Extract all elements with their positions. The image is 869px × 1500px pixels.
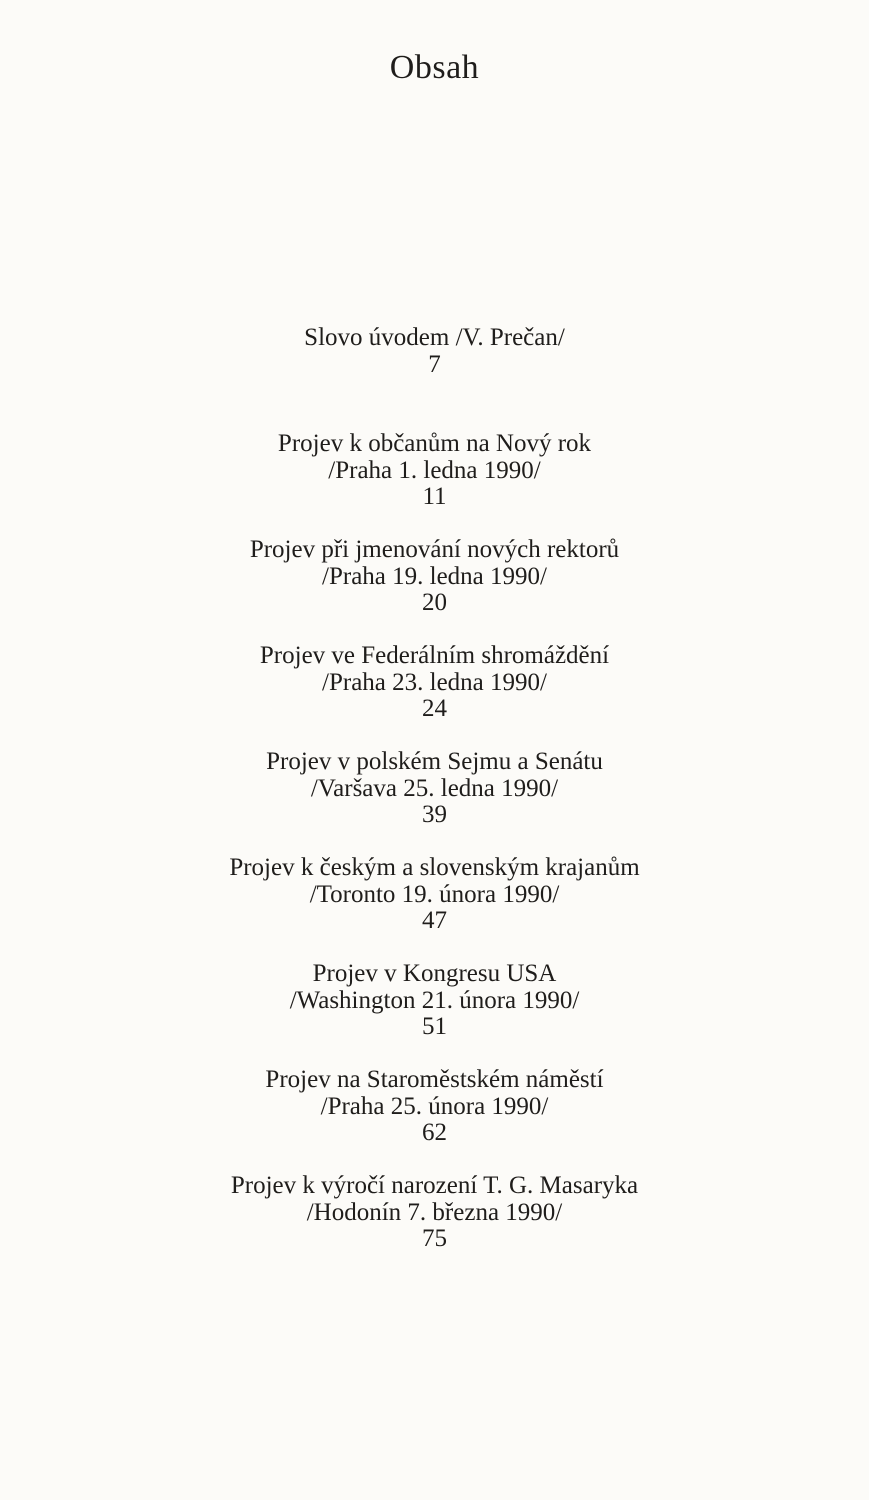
entry-subtitle: /Washington 21. února 1990/ — [289, 986, 580, 1014]
entry-subtitle: /Praha 1. ledna 1990/ — [328, 456, 541, 484]
entry-subtitle: /Toronto 19. února 1990/ — [309, 880, 560, 908]
entry-title: Slovo úvodem /V. Prečan/ — [304, 324, 565, 351]
toc-entry — [0, 749, 869, 855]
entry-title: Projev na Staroměstském náměstí — [265, 1066, 604, 1093]
toc-entry — [0, 325, 869, 431]
entry-page-number: 62 — [422, 1119, 447, 1146]
entry-title: Projev k českým a slovenským krajanům — [229, 854, 640, 881]
entry-page-number: 7 — [428, 350, 441, 378]
entry-subtitle: /Varšava 25. ledna 1990/ — [310, 774, 559, 802]
page-title: Obsah — [389, 49, 480, 86]
entry-title: Projev v Kongresu USA — [312, 960, 557, 987]
entry-title: Projev k výročí narození T. G. Masaryka — [230, 1172, 639, 1199]
toc-entry — [0, 643, 869, 749]
entry-title: Projev při jmenování nových rektorů — [249, 536, 620, 563]
entry-page-number: 11 — [422, 483, 447, 510]
entry-page-number: 39 — [422, 801, 447, 828]
entry-subtitle: /Hodonín 7. března 1990/ — [306, 1198, 563, 1226]
entry-subtitle: /Praha 19. ledna 1990/ — [322, 562, 547, 590]
entry-page-number: 47 — [422, 907, 447, 934]
entry-subtitle: /Praha 23. ledna 1990/ — [322, 668, 547, 696]
toc-entry — [0, 1067, 869, 1173]
entry-page-number: 24 — [422, 695, 447, 722]
entry-title: Projev ve Federálním shromáždění — [259, 642, 610, 669]
entry-page-number: 75 — [422, 1225, 447, 1252]
toc-entry — [0, 431, 869, 537]
toc-entry — [0, 537, 869, 643]
entry-title: Projev v polském Sejmu a Senátu — [266, 748, 603, 775]
entry-title: Projev k občanům na Nový rok — [277, 430, 592, 457]
toc-entry — [0, 1173, 869, 1279]
toc-entry — [0, 855, 869, 961]
toc-entry — [0, 961, 869, 1067]
entry-subtitle: /Praha 25. února 1990/ — [320, 1092, 549, 1120]
entry-page-number: 20 — [422, 589, 447, 616]
entry-page-number: 51 — [422, 1013, 447, 1040]
table-of-contents — [0, 325, 869, 1279]
